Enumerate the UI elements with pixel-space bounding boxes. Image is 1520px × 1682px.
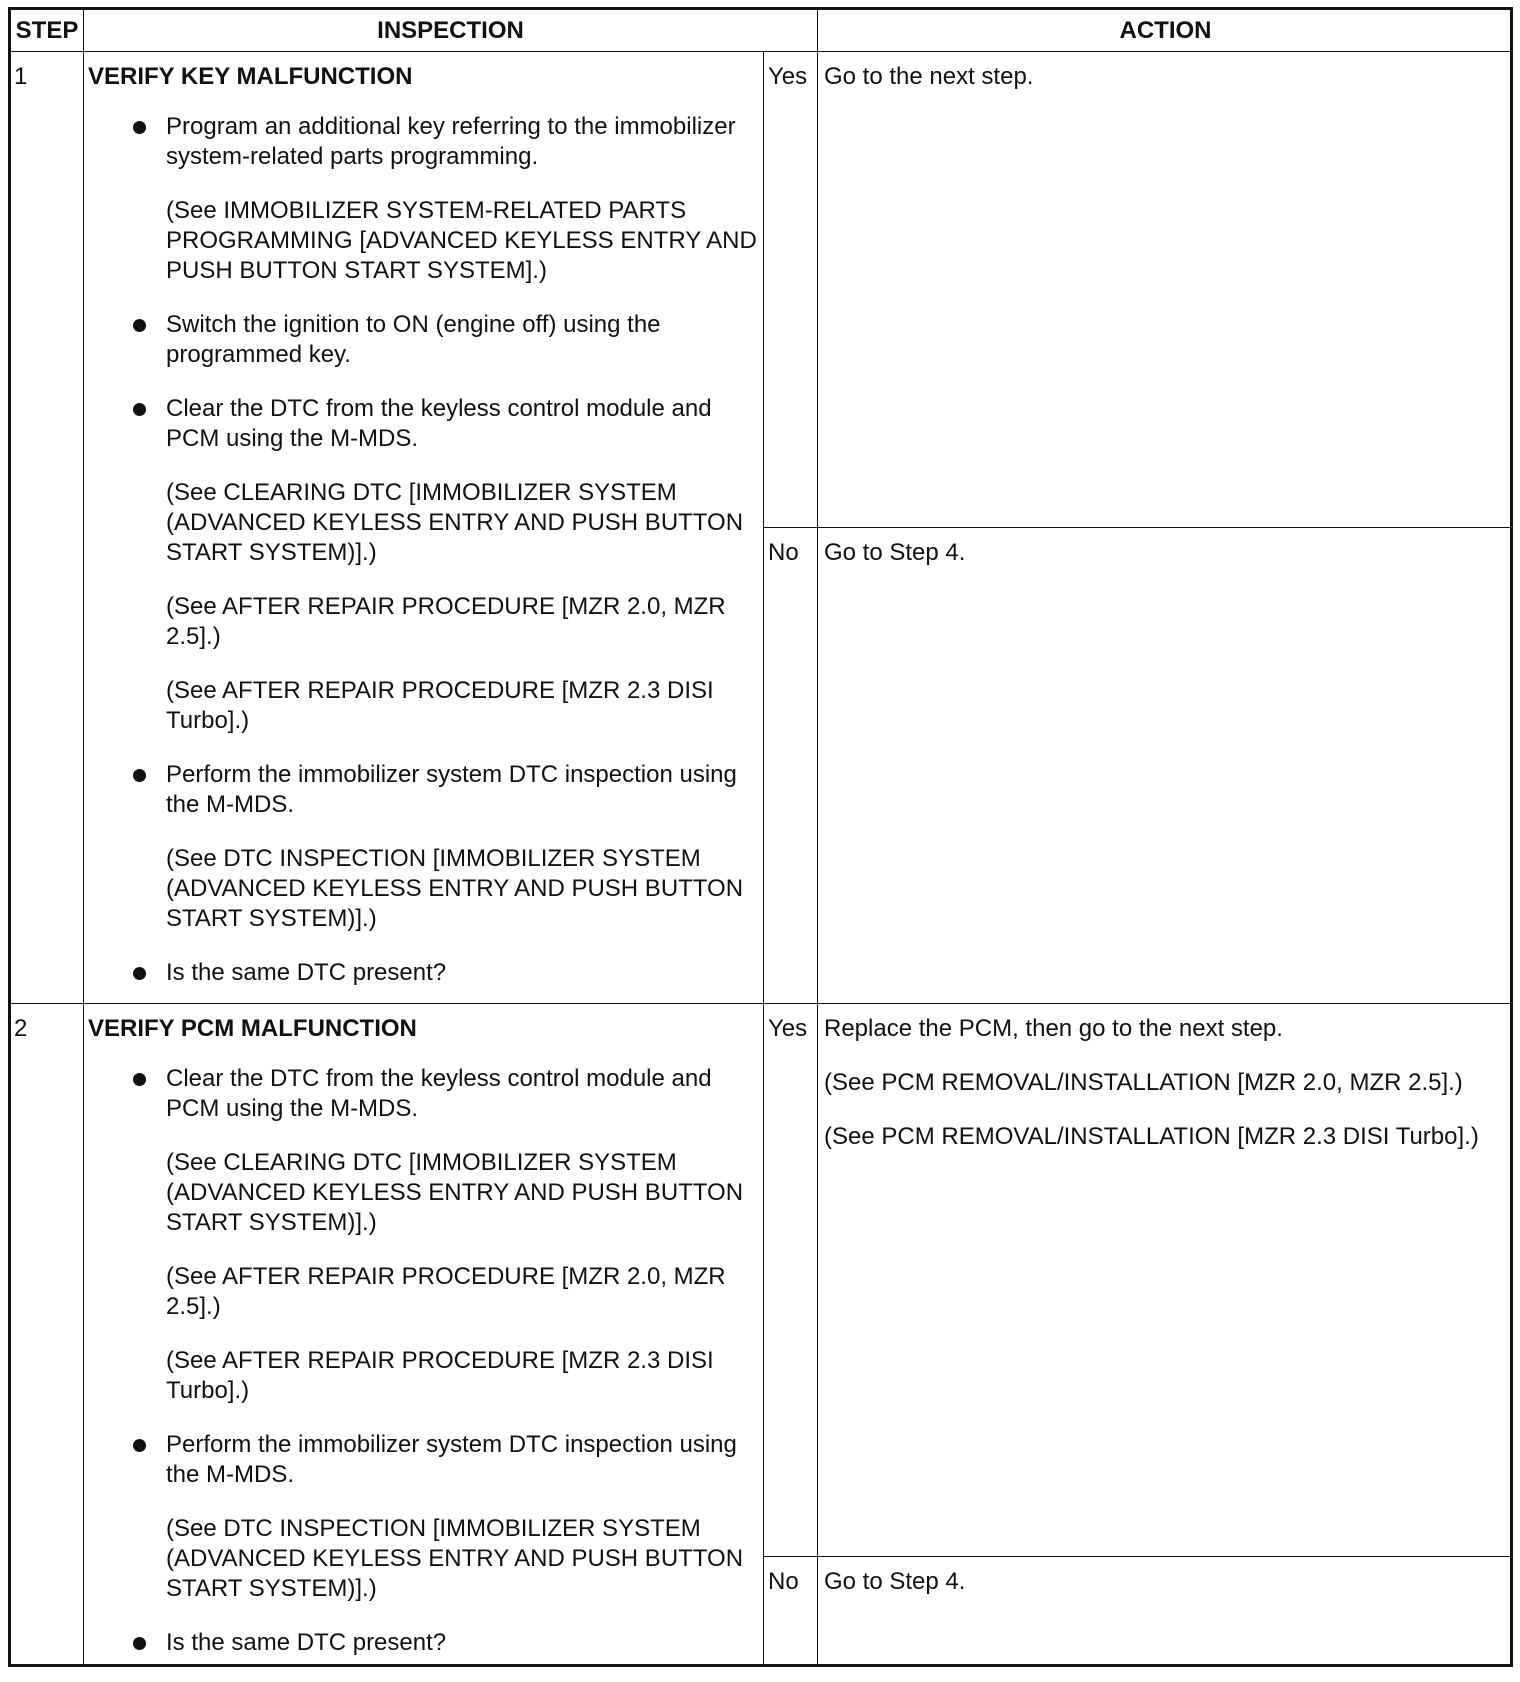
divider-inspection [817, 10, 818, 1664]
bullet-icon [133, 967, 146, 980]
note-text: (See CLEARING DTC [IMMOBILIZER SYSTEM (ADVANCED KEYLESS ENTRY AND PUSH BUTTON START SYSTEM)].) [166, 479, 744, 566]
reference-note [88, 1514, 758, 1604]
bullet-item [88, 310, 758, 370]
step2-yes-label: Yes [768, 1015, 808, 1042]
inspection-table [8, 7, 1513, 1667]
bullet-icon [133, 769, 146, 782]
action-text: (See PCM REMOVAL/INSTALLATION [MZR 2.3 DISI Turbo].) [824, 1123, 1479, 1150]
bullet-text: Is the same DTC present? [166, 959, 447, 986]
bullet-icon [133, 1637, 146, 1650]
bullet-item [88, 1628, 758, 1658]
reference-note [88, 844, 758, 934]
header-step: STEP [15, 17, 79, 44]
bullet-text: Is the same DTC present? [166, 1629, 447, 1656]
note-text: (See AFTER REPAIR PROCEDURE [MZR 2.3 DISI Turbo].) [166, 677, 714, 734]
header-rule [11, 51, 1510, 52]
bullet-icon [133, 1439, 146, 1452]
header-inspection: INSPECTION [377, 17, 524, 44]
bullet-icon [133, 319, 146, 332]
note-text: (See AFTER REPAIR PROCEDURE [MZR 2.3 DISI Turbo].) [166, 1347, 714, 1404]
reference-note [88, 1262, 758, 1322]
header-action: ACTION [1119, 17, 1212, 44]
step2-inspection [88, 1014, 758, 1682]
bullet-text: Program an additional key referring to the immobilizer system-related parts programming. [166, 113, 736, 170]
bullet-item [88, 112, 758, 172]
bullet-text: Perform the immobilizer system DTC inspection using the M-MDS. [166, 761, 737, 818]
step1-title: VERIFY KEY MALFUNCTION [88, 63, 413, 90]
bullet-item [88, 958, 758, 988]
bullet-text: Perform the immobilizer system DTC inspection using the M-MDS. [166, 1431, 737, 1488]
divider-step [83, 10, 84, 1664]
reference-note [88, 196, 758, 286]
bullet-icon [133, 121, 146, 134]
step2-no-action [824, 1567, 1504, 1621]
note-text: (See IMMOBILIZER SYSTEM-RELATED PARTS PROGRAMMING [ADVANCED KEYLESS ENTRY AND PUSH BUTTON START SYSTEM].) [166, 197, 757, 284]
step1-no-label: No [768, 539, 799, 566]
action-text: Go to Step 4. [824, 1568, 966, 1595]
step1-yesno-rule [763, 527, 1510, 528]
bullet-icon [133, 1073, 146, 1086]
step1-inspection [88, 62, 758, 1012]
bullet-text: Switch the ignition to ON (engine off) using the programmed key. [166, 311, 661, 368]
bullet-item [88, 760, 758, 820]
step1-number: 1 [14, 63, 28, 90]
bullet-text: Clear the DTC from the keyless control module and PCM using the M-MDS. [166, 395, 712, 452]
step2-title: VERIFY PCM MALFUNCTION [88, 1015, 417, 1042]
reference-note [88, 592, 758, 652]
step1-no-action [824, 538, 1504, 592]
bullet-icon [133, 403, 146, 416]
divider-yesno [763, 51, 764, 1664]
step2-number: 2 [14, 1015, 28, 1042]
action-text: Replace the PCM, then go to the next step. [824, 1015, 1283, 1042]
note-text: (See DTC INSPECTION [IMMOBILIZER SYSTEM (ADVANCED KEYLESS ENTRY AND PUSH BUTTON START SYSTEM)].) [166, 845, 744, 932]
reference-note [88, 676, 758, 736]
action-text: (See PCM REMOVAL/INSTALLATION [MZR 2.0, MZR 2.5].) [824, 1069, 1463, 1096]
step2-yesno-rule [763, 1556, 1510, 1557]
step1-yes-label: Yes [768, 63, 808, 90]
action-text: Go to Step 4. [824, 539, 966, 566]
note-text: (See CLEARING DTC [IMMOBILIZER SYSTEM (ADVANCED KEYLESS ENTRY AND PUSH BUTTON START SYSTEM)].) [166, 1149, 744, 1236]
reference-note [88, 1346, 758, 1406]
action-text: Go to the next step. [824, 63, 1034, 90]
bullet-item [88, 1064, 758, 1124]
bullet-item [88, 1430, 758, 1490]
step2-yes-action [824, 1014, 1504, 1176]
reference-note [88, 478, 758, 568]
bullet-text: Clear the DTC from the keyless control module and PCM using the M-MDS. [166, 1065, 712, 1122]
note-text: (See AFTER REPAIR PROCEDURE [MZR 2.0, MZR 2.5].) [166, 1263, 726, 1320]
step1-yes-action [824, 62, 1504, 116]
note-text: (See DTC INSPECTION [IMMOBILIZER SYSTEM (ADVANCED KEYLESS ENTRY AND PUSH BUTTON START SYSTEM)].) [166, 1515, 744, 1602]
reference-note [88, 1148, 758, 1238]
bullet-item [88, 394, 758, 454]
note-text: (See AFTER REPAIR PROCEDURE [MZR 2.0, MZR 2.5].) [166, 593, 726, 650]
step2-no-label: No [768, 1568, 799, 1595]
